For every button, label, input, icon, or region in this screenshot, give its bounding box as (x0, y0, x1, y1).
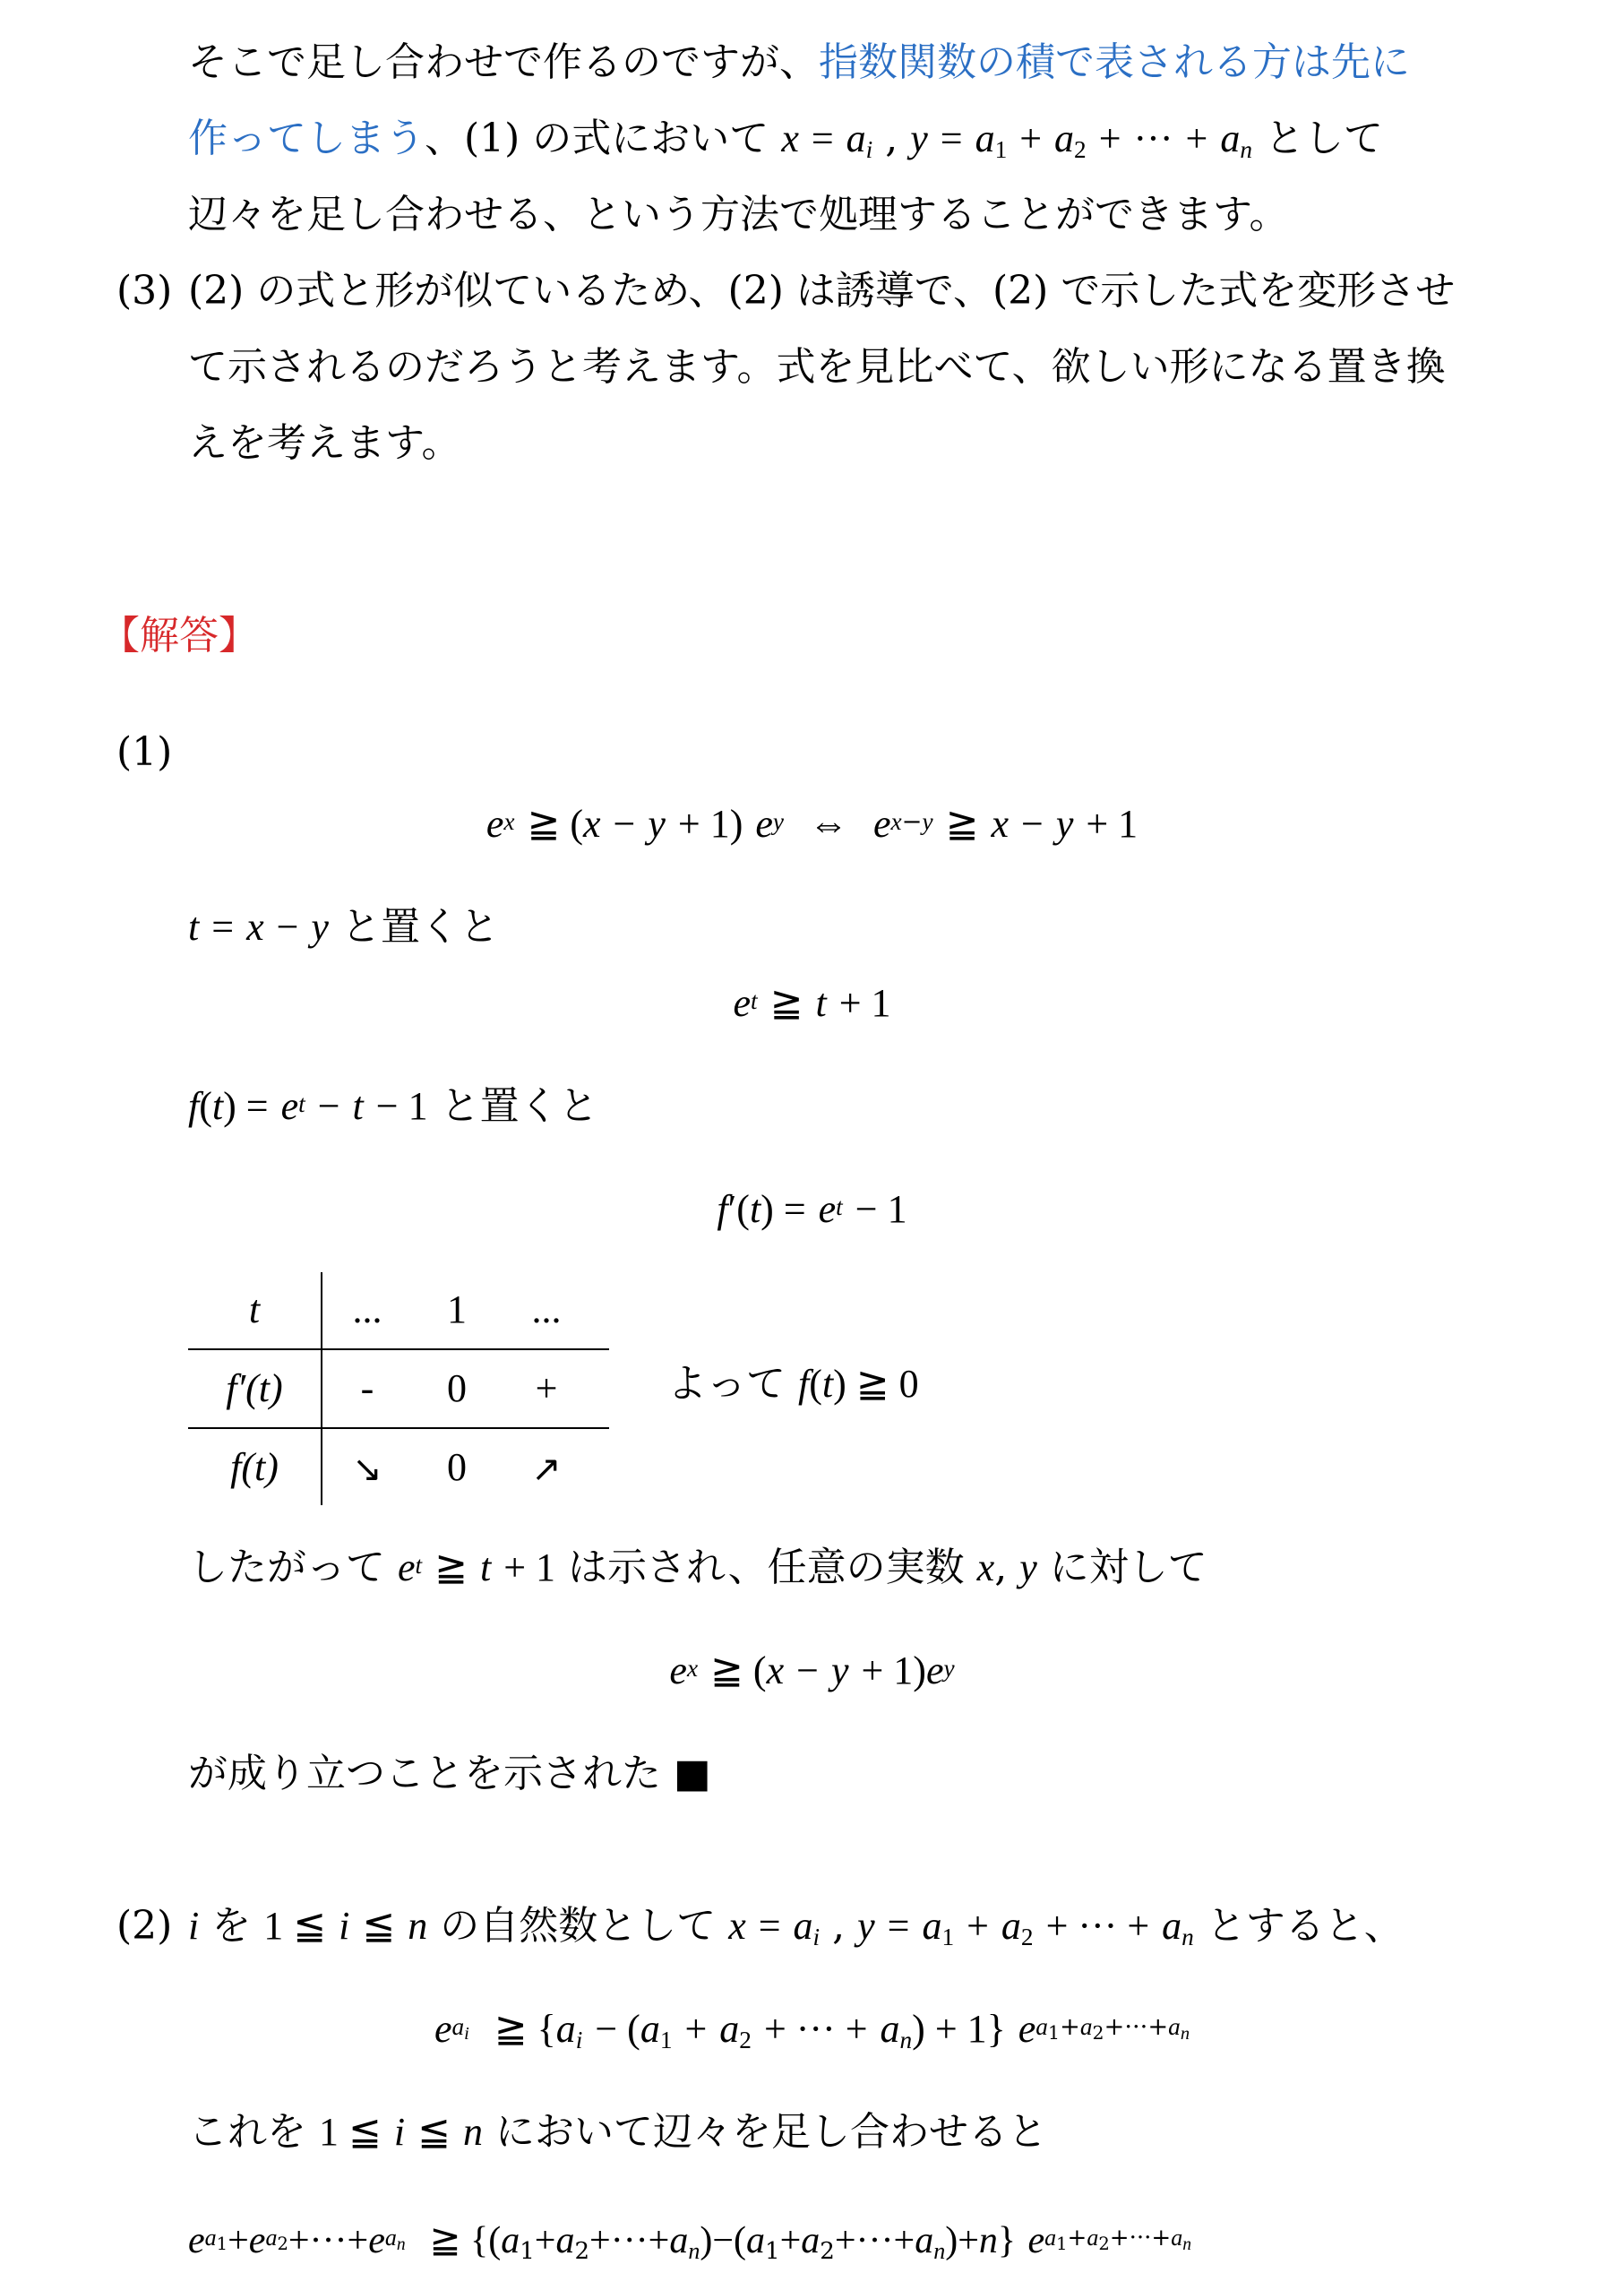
intro-text: そこで足し合わせで作るのですが、 (188, 39, 819, 85)
hint3-line-2: て示されるのだろうと考えます。式を見比べて、欲しい形になる置き換 (188, 344, 1446, 390)
hint3-line-3: えを考えます。 (188, 420, 461, 466)
table-cell: 0 (447, 1445, 467, 1489)
table-cell: - (360, 1366, 374, 1410)
answer-heading: 【解答】 (100, 613, 258, 659)
intro-math: 、(1) の式において $x = a_i$ , $y = a_1 + a_2$ + ··· + $a_n$ として (425, 116, 1383, 163)
table-rule (188, 1348, 609, 1350)
part1-eq2: $e^t$ ≧ t + 1 (733, 981, 891, 1025)
part2-intro: i を 1 ≦ i ≦ n の自然数として $x = a_i$ , $y = a_1 + a_2$ + ··· + $a_n$ とすると、 (188, 1903, 1404, 1950)
intro-line-2 (188, 112, 1383, 166)
part1-sub-t: t = x − y と置くと (188, 904, 499, 950)
intro-highlight: 指数関数の積で表される方は先に (819, 39, 1410, 85)
part1-conclude: したがって $e^t$ ≧ t + 1 は示され、任意の実数 x, y に対して (188, 1545, 1207, 1590)
table-cell: + (535, 1366, 558, 1410)
intro-highlight-end: 作ってしまう (188, 116, 425, 161)
row-label-fprime: f′(t) (226, 1366, 283, 1410)
hint3-label: (3) (116, 268, 173, 314)
part1-eq1: $e^x$ ≧ (x − y + 1) $e^y$ ⇔ $e^{x-y}$ ≧ x − y + 1 (485, 802, 1139, 846)
sign-table (188, 1272, 609, 1505)
part2-sum-text: これを 1 ≦ i ≦ n において辺々を足し合わせると (188, 2109, 1047, 2155)
row-label-f: f(t) (230, 1445, 279, 1489)
table-cell: ... (531, 1287, 562, 1331)
table-cell: ... (352, 1287, 382, 1331)
part2-eq1: $e^{a_i}$ ≧ {$a_i - (a_1 + a_2$ + ··· + $a_n) + 1$} $e^{a_1+a_2+\cdot\cdot\cdot+a_n}$ (434, 2007, 1190, 2053)
part2-label: (2) (116, 1903, 173, 1949)
intro-line-1 (188, 36, 1410, 90)
table-cell: 0 (447, 1366, 467, 1410)
intro-line-3: 辺々を足し合わせる、という方法で処理することができます。 (188, 192, 1289, 237)
hint3-line-1: (2) の式と形が似ているため、(2) は誘導で、(2) で示した式を変形させ (188, 268, 1456, 314)
part1-eq4: $e^x$ ≧ $(x - y + 1)e^y$ (669, 1649, 955, 1692)
decreasing-arrow-icon: ↘ (352, 1449, 382, 1490)
row-label-t: t (248, 1287, 261, 1331)
table-cell: 1 (447, 1287, 467, 1331)
part1-qed: が成り立つことを示された ■ (188, 1751, 711, 1796)
part1-label: (1) (116, 729, 173, 775)
increasing-arrow-icon: ↗ (531, 1449, 562, 1490)
table-conclusion: よって f(t) ≧ 0 (667, 1361, 919, 1407)
table-rule (188, 1427, 609, 1429)
part1-def-f: $f(t) = e^t - t - 1$ と置くと (188, 1083, 598, 1129)
part2-eq2: $e^{a_1}+e^{a_2}+\cdot\cdot\cdot+e^{a_n}$ ≧ $\{(a_1+a_2+\cdot\cdot\cdot+a_n)-(a_1+a_2+\cdot\cdot\cdot+a_n)+n\}$ $e^{a_1+a_2+\cdot\cdot\cdot+a_n}$ (188, 2220, 1192, 2265)
part1-eq3: $f'(t) = e^t - 1$ (717, 1187, 907, 1231)
